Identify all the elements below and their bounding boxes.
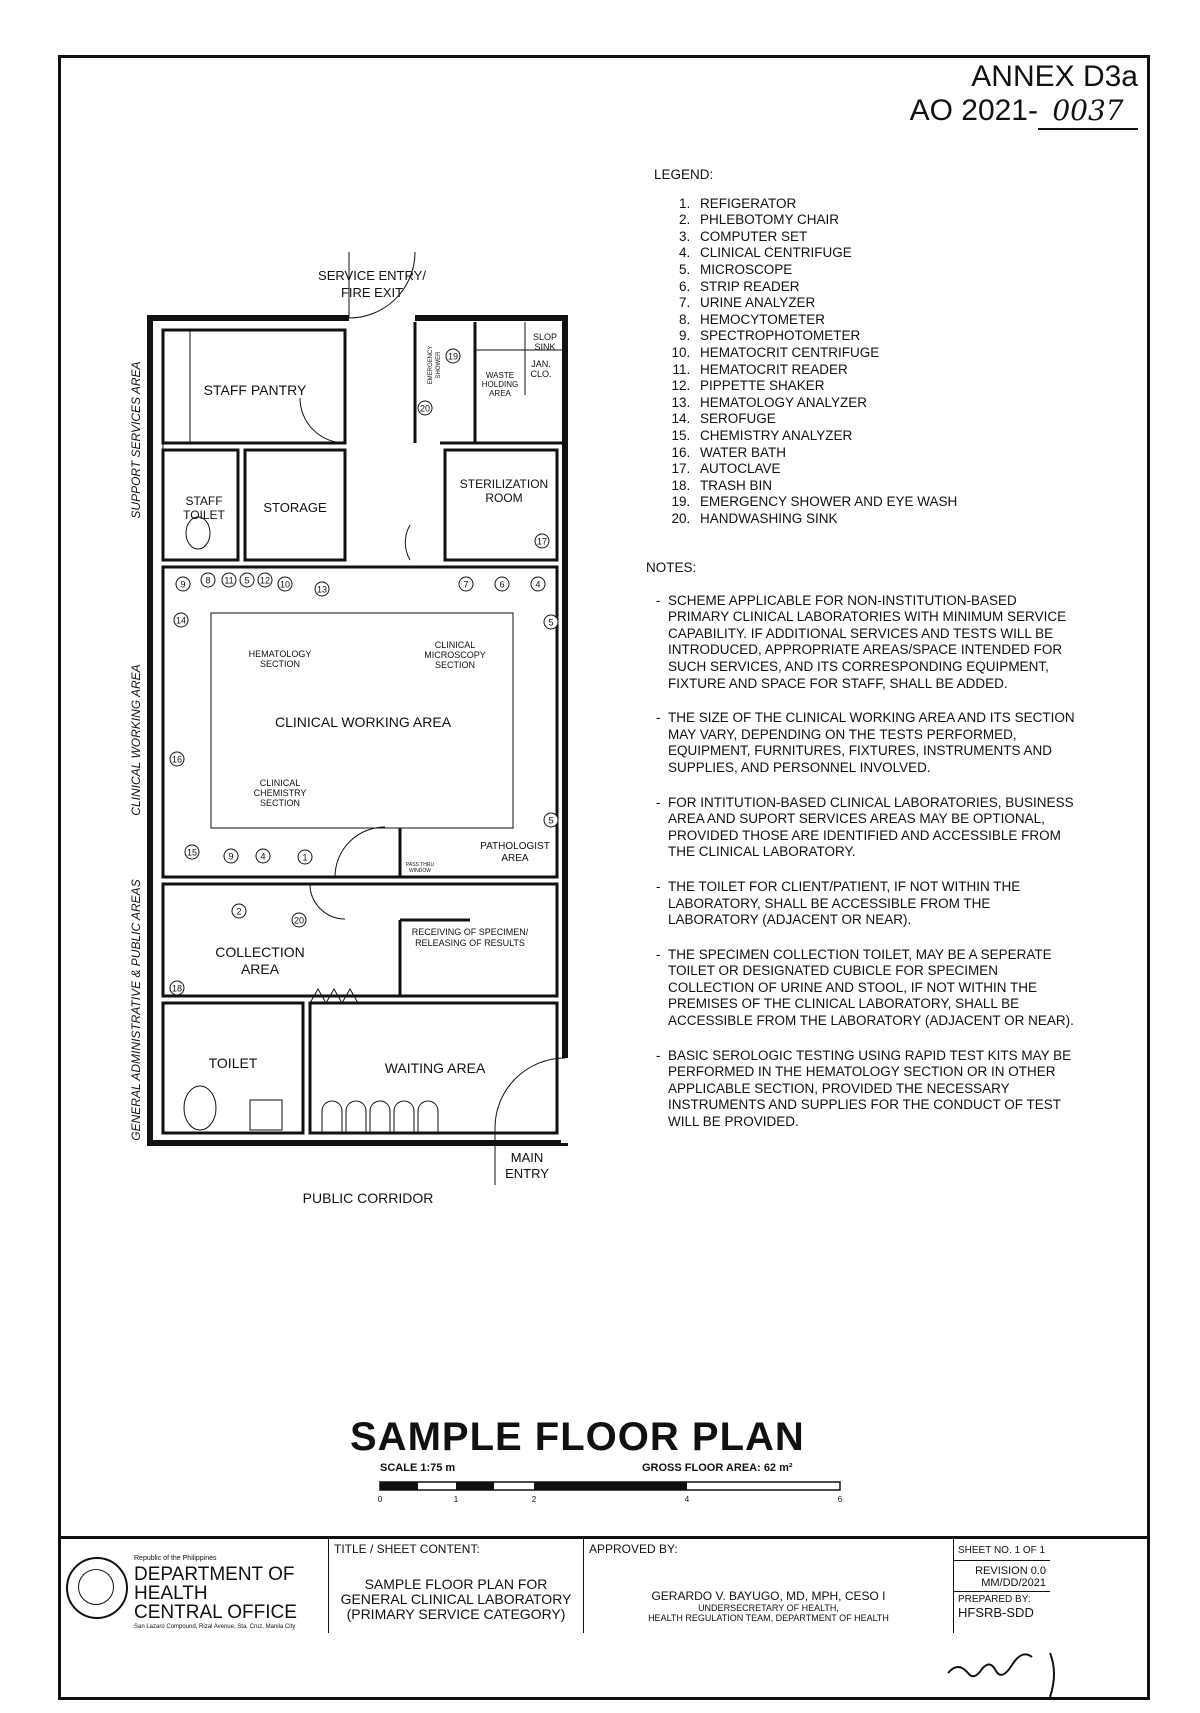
equipment-marker-number: 15 bbox=[186, 847, 198, 858]
equipment-marker-number: 1 bbox=[302, 852, 308, 863]
equipment-marker bbox=[174, 613, 188, 627]
zone-labels bbox=[129, 361, 143, 1140]
prepared-label: PREPARED BY: bbox=[958, 1594, 1031, 1605]
approver-position: HEALTH REGULATION TEAM, DEPARTMENT OF HEALTH bbox=[648, 1613, 889, 1623]
label-pathologist-area: PATHOLOGIST bbox=[480, 841, 550, 852]
legend-item: 12. PIPPETTE SHAKER bbox=[694, 378, 957, 395]
equipment-marker-number: 14 bbox=[175, 615, 187, 626]
sheet-title bbox=[329, 1577, 583, 1622]
label-service-entry: FIRE EXIT bbox=[340, 285, 404, 300]
label-pathologist-area: AREA bbox=[501, 853, 529, 864]
title-block bbox=[58, 1536, 1150, 1636]
tb-department bbox=[58, 1539, 328, 1633]
sheet-number: SHEET NO. 1 OF 1 bbox=[954, 1539, 1050, 1561]
label-waiting-area: WAITING AREA bbox=[384, 1060, 486, 1076]
equipment-marker-number: 9 bbox=[180, 579, 186, 590]
scale-tick-label: 1 bbox=[453, 1495, 459, 1504]
equipment-marker bbox=[531, 577, 545, 591]
legend-item: 20. HANDWASHING SINK bbox=[694, 511, 957, 528]
label-toilet: TOILET bbox=[208, 1055, 258, 1071]
scale-tick-label: 4 bbox=[684, 1495, 690, 1504]
equipment-marker-number: 5 bbox=[244, 575, 250, 586]
label-chemistry-section: CLINICAL bbox=[259, 778, 301, 788]
equipment-marker-number: 12 bbox=[259, 575, 271, 586]
annex-ao-number: 0037 bbox=[1038, 94, 1138, 130]
label-service-entry: SERVICE ENTRY/ bbox=[318, 268, 426, 283]
equipment-marker-number: 18 bbox=[171, 983, 183, 994]
equipment-marker bbox=[459, 577, 473, 591]
legend-item: 17. AUTOCLAVE bbox=[694, 461, 957, 478]
legend-item: 10. HEMATOCRIT CENTRIFUGE bbox=[694, 345, 957, 362]
note-item: - THE SPECIMEN COLLECTION TOILET, MAY BE A SEPERATE TOILET OR DESIGNATED CUBICLE FOR SPECIMEN COLLECTION OF URINE AND STOOL, IF NOT WITHIN THE PREMISES OF THE CLINICAL LABORATORY, SHALL BE ACCESSIBLE FROM THE LABORATORY (ADJACENT OR NEAR). bbox=[646, 947, 1076, 1030]
legend-item: 13. HEMATOLOGY ANALYZER bbox=[694, 395, 957, 412]
label-clinical-working-area: CLINICAL WORKING AREA bbox=[274, 714, 452, 730]
doh-seal-icon bbox=[66, 1557, 128, 1619]
sink-icon bbox=[250, 1100, 282, 1130]
handwritten-signature bbox=[940, 1643, 1120, 1703]
label-microscopy-section: CLINICAL bbox=[434, 640, 476, 650]
equipment-marker-number: 20 bbox=[419, 403, 431, 414]
equipment-marker bbox=[495, 577, 509, 591]
sheet-title-line: (PRIMARY SERVICE CATEGORY) bbox=[346, 1606, 566, 1622]
prepared-by: HFSRB-SDD bbox=[958, 1605, 1034, 1620]
legend-item: 4. CLINICAL CENTRIFUGE bbox=[694, 245, 957, 262]
tb-title bbox=[328, 1539, 583, 1633]
label-slop-sink: SINK bbox=[534, 342, 556, 352]
equipment-marker-number: 5 bbox=[548, 815, 554, 826]
label-storage: STORAGE bbox=[263, 500, 327, 515]
equipment-marker-number: 2 bbox=[236, 906, 242, 917]
room-labels bbox=[183, 268, 557, 1206]
equipment-marker bbox=[544, 813, 558, 827]
equipment-marker bbox=[232, 904, 246, 918]
equipment-marker bbox=[258, 573, 272, 587]
waiting-chairs bbox=[322, 1101, 438, 1133]
legend-title: LEGEND: bbox=[654, 167, 714, 182]
equipment-marker bbox=[185, 845, 199, 859]
label-slop-sink: SLOP bbox=[532, 332, 558, 342]
equipment-marker bbox=[176, 577, 190, 591]
legend-item: 7. URINE ANALYZER bbox=[694, 295, 957, 312]
sheet-title-line: SAMPLE FLOOR PLAN FOR bbox=[364, 1576, 548, 1592]
label-waste-holding: HOLDING bbox=[481, 380, 519, 389]
equipment-marker-number: 9 bbox=[228, 851, 234, 862]
label-waste-holding: WASTE bbox=[485, 371, 515, 380]
dept-name-1: DEPARTMENT OF bbox=[134, 1564, 295, 1585]
equipment-marker bbox=[446, 349, 460, 363]
equipment-marker bbox=[224, 849, 238, 863]
equipment-marker-number: 6 bbox=[499, 579, 505, 590]
notes-title: NOTES: bbox=[646, 560, 697, 575]
note-item: - FOR INTITUTION-BASED CLINICAL LABORATORIES, BUSINESS AREA AND SUPORT SERVICES AREAS MAY BE OPTIONAL, PROVIDED THOSE ARE IDENTIFIED AND ACCESSIBLE FROM THE CLINICAL LABORATORY. bbox=[646, 795, 1076, 861]
equipment-marker-number: 16 bbox=[171, 754, 183, 765]
label-chemistry-section: SECTION bbox=[259, 798, 301, 808]
equipment-marker-number: 4 bbox=[260, 851, 266, 862]
equipment-marker-number: 11 bbox=[224, 575, 234, 586]
legend-item: 6. STRIP READER bbox=[694, 279, 957, 296]
scale-bar-segment bbox=[380, 1482, 418, 1490]
equipment-marker-number: 20 bbox=[293, 915, 305, 926]
scale-bar bbox=[378, 1482, 843, 1504]
equipment-marker bbox=[535, 534, 549, 548]
label-pass-thru-window: WINDOW bbox=[409, 868, 431, 874]
label-main-entry: ENTRY bbox=[505, 1166, 549, 1181]
label-sterilization-room: ROOM bbox=[485, 491, 523, 505]
legend-item: 18. TRASH BIN bbox=[694, 478, 957, 495]
equipment-marker-number: 13 bbox=[316, 584, 328, 595]
dept-name-3: CENTRAL OFFICE bbox=[134, 1602, 297, 1623]
scale-tick-label: 0 bbox=[377, 1495, 383, 1504]
note-item: - THE TOILET FOR CLIENT/PATIENT, IF NOT WITHIN THE LABORATORY, SHALL BE ACCESSIBLE FROM THE LABORATORY (ADJACENT OR NEAR). bbox=[646, 879, 1076, 929]
label-collection-area: AREA bbox=[240, 961, 280, 977]
equipment-marker bbox=[256, 849, 270, 863]
label-waste-holding: AREA bbox=[489, 389, 511, 398]
label-receiving-releasing: RECEIVING OF SPECIMEN/ bbox=[411, 927, 529, 937]
label-public-corridor: PUBLIC CORRIDOR bbox=[302, 1190, 434, 1206]
label-staff-pantry: STAFF PANTRY bbox=[203, 382, 307, 398]
scale-label: SCALE 1:75 m bbox=[380, 1462, 456, 1474]
legend-item: 1. REFIGERATOR bbox=[694, 196, 957, 213]
scale-bar-segment bbox=[456, 1482, 494, 1490]
legend-item: 15. CHEMISTRY ANALYZER bbox=[694, 428, 957, 445]
equipment-marker bbox=[278, 577, 292, 591]
equipment-marker bbox=[292, 913, 306, 927]
doh-seal-inner-icon bbox=[78, 1569, 114, 1605]
legend-item: 9. SPECTROPHOTOMETER bbox=[694, 328, 957, 345]
legend-item: 5. MICROSCOPE bbox=[694, 262, 957, 279]
scale-tick-label: 2 bbox=[531, 1495, 537, 1504]
legend-item: 2. PHLEBOTOMY CHAIR bbox=[694, 212, 957, 229]
label-jan-clo: JAN. bbox=[531, 359, 551, 369]
equipment-marker bbox=[544, 615, 558, 629]
tb-approved bbox=[583, 1539, 953, 1633]
signature-stroke bbox=[948, 1653, 1054, 1697]
label-microscopy-section: SECTION bbox=[434, 660, 476, 670]
equipment-marker bbox=[222, 573, 236, 587]
dept-address: San Lazaro Compound, Rizal Avenue, Sta. Cruz, Manila City bbox=[134, 1624, 296, 1630]
label-emergency-shower: SHOWER bbox=[436, 351, 442, 379]
tb-sheet-info bbox=[953, 1539, 1050, 1633]
label-microscopy-section: MICROSCOPY bbox=[424, 650, 486, 660]
label-jan-clo: CLO. bbox=[530, 369, 552, 379]
equipment-markers bbox=[170, 349, 558, 995]
label-emergency-shower: EMERGENCY bbox=[428, 345, 434, 385]
note-item: - SCHEME APPLICABLE FOR NON-INSTITUTION-BASED PRIMARY CLINICAL LABORATORIES WITH MINIMUM SERVICE CAPABILITY. IF ADDITIONAL SERVICES AND TESTS WILL BE INTRODUCED, APPROPRIATE AREAS/SPACE INTENDED FOR SUCH SERVICES, AND ITS CORRESPONDING EQUIPMENT, FIXTURE AND SPACE FOR STAFF, SHALL BE ADDED. bbox=[646, 593, 1076, 693]
legend-item: 8. HEMOCYTOMETER bbox=[694, 312, 957, 329]
equipment-marker bbox=[201, 573, 215, 587]
label-staff-toilet: TOILET bbox=[183, 508, 225, 522]
equipment-marker bbox=[298, 850, 312, 864]
door-swing bbox=[310, 884, 345, 919]
equipment-marker-number: 5 bbox=[548, 617, 554, 628]
scale-bar-segment bbox=[534, 1482, 687, 1490]
zone-support-services: SUPPORT SERVICES AREA bbox=[129, 361, 143, 519]
annex-ao-prefix: AO 2021- bbox=[909, 94, 1038, 127]
door-swing bbox=[335, 827, 385, 877]
door-swing bbox=[495, 1058, 565, 1128]
legend-item: 3. COMPUTER SET bbox=[694, 229, 957, 246]
legend-item: 19. EMERGENCY SHOWER AND EYE WASH bbox=[694, 494, 957, 511]
equipment-marker-number: 7 bbox=[463, 579, 469, 590]
door-swing bbox=[405, 525, 410, 560]
title-label: TITLE / SHEET CONTENT: bbox=[334, 1542, 480, 1556]
revision-date: MM/DD/2021 bbox=[954, 1577, 1050, 1592]
annex-label: ANNEX D3a bbox=[971, 60, 1138, 93]
equipment-marker-number: 17 bbox=[536, 536, 548, 547]
equipment-marker bbox=[170, 752, 184, 766]
legend-item: 16. WATER BATH bbox=[694, 445, 957, 462]
republic-label: Republic of the Philippines bbox=[134, 1555, 217, 1562]
sheet-title-line: GENERAL CLINICAL LABORATORY bbox=[340, 1591, 572, 1607]
label-collection-area: COLLECTION bbox=[215, 944, 305, 960]
equipment-marker bbox=[170, 981, 184, 995]
approved-label: APPROVED BY: bbox=[589, 1542, 678, 1556]
label-sterilization-room: STERILIZATION bbox=[459, 477, 549, 491]
label-hematology-section: SECTION bbox=[259, 659, 301, 669]
equipment-marker-number: 10 bbox=[279, 579, 291, 590]
gross-floor-area: GROSS FLOOR AREA: 62 m² bbox=[642, 1462, 793, 1474]
door-swing bbox=[300, 398, 345, 443]
note-item: - BASIC SEROLOGIC TESTING USING RAPID TEST KITS MAY BE PERFORMED IN THE HEMATOLOGY SECTION OR IN OTHER APPLICABLE SECTION, PROVIDED THE NECESSARY INSTRUMENTS AND SUPPLIES FOR THE CONDUCT OF TEST WILL BE PROVIDED. bbox=[646, 1048, 1076, 1131]
label-hematology-section: HEMATOLOGY bbox=[248, 649, 312, 659]
note-item: - THE SIZE OF THE CLINICAL WORKING AREA AND ITS SECTION MAY VARY, DEPENDING ON THE TESTS PERFORMED, EQUIPMENT, FURNITURES, FIXTURES, INSTRUMENTS AND SUPPLIES, AND PERSONNEL INVOLVED. bbox=[646, 710, 1076, 776]
label-receiving-releasing: RELEASING OF RESULTS bbox=[415, 938, 525, 948]
equipment-marker-number: 19 bbox=[447, 351, 459, 362]
dept-name-2: HEALTH bbox=[134, 1583, 208, 1604]
approver-name: GERARDO V. BAYUGO, MD, MPH, CESO I bbox=[651, 1589, 886, 1603]
equipment-marker bbox=[418, 401, 432, 415]
scale-tick-label: 6 bbox=[837, 1495, 843, 1504]
equipment-marker-number: 4 bbox=[535, 579, 541, 590]
label-main-entry: MAIN bbox=[510, 1150, 544, 1165]
toilet-bowl-icon bbox=[184, 1086, 216, 1130]
revision: REVISION 0.0 bbox=[975, 1565, 1046, 1577]
main-title: SAMPLE FLOOR PLAN bbox=[350, 1415, 805, 1459]
zone-clinical-working: CLINICAL WORKING AREA bbox=[129, 664, 143, 816]
label-pass-thru-window: PASS THRU bbox=[405, 862, 435, 868]
legend-item: 11. HEMATOCRIT READER bbox=[694, 362, 957, 379]
equipment-marker-number: 8 bbox=[205, 575, 211, 586]
equipment-marker bbox=[315, 582, 329, 596]
label-staff-toilet: STAFF bbox=[185, 494, 223, 508]
label-chemistry-section: CHEMISTRY bbox=[253, 788, 307, 798]
approver bbox=[584, 1589, 953, 1623]
equipment-marker bbox=[240, 573, 254, 587]
approver-position: UNDERSECRETARY OF HEALTH, bbox=[698, 1603, 839, 1613]
legend-item: 14. SEROFUGE bbox=[694, 411, 957, 428]
zone-general-admin: GENERAL ADMINISTRATIVE & PUBLIC AREAS bbox=[129, 879, 143, 1141]
